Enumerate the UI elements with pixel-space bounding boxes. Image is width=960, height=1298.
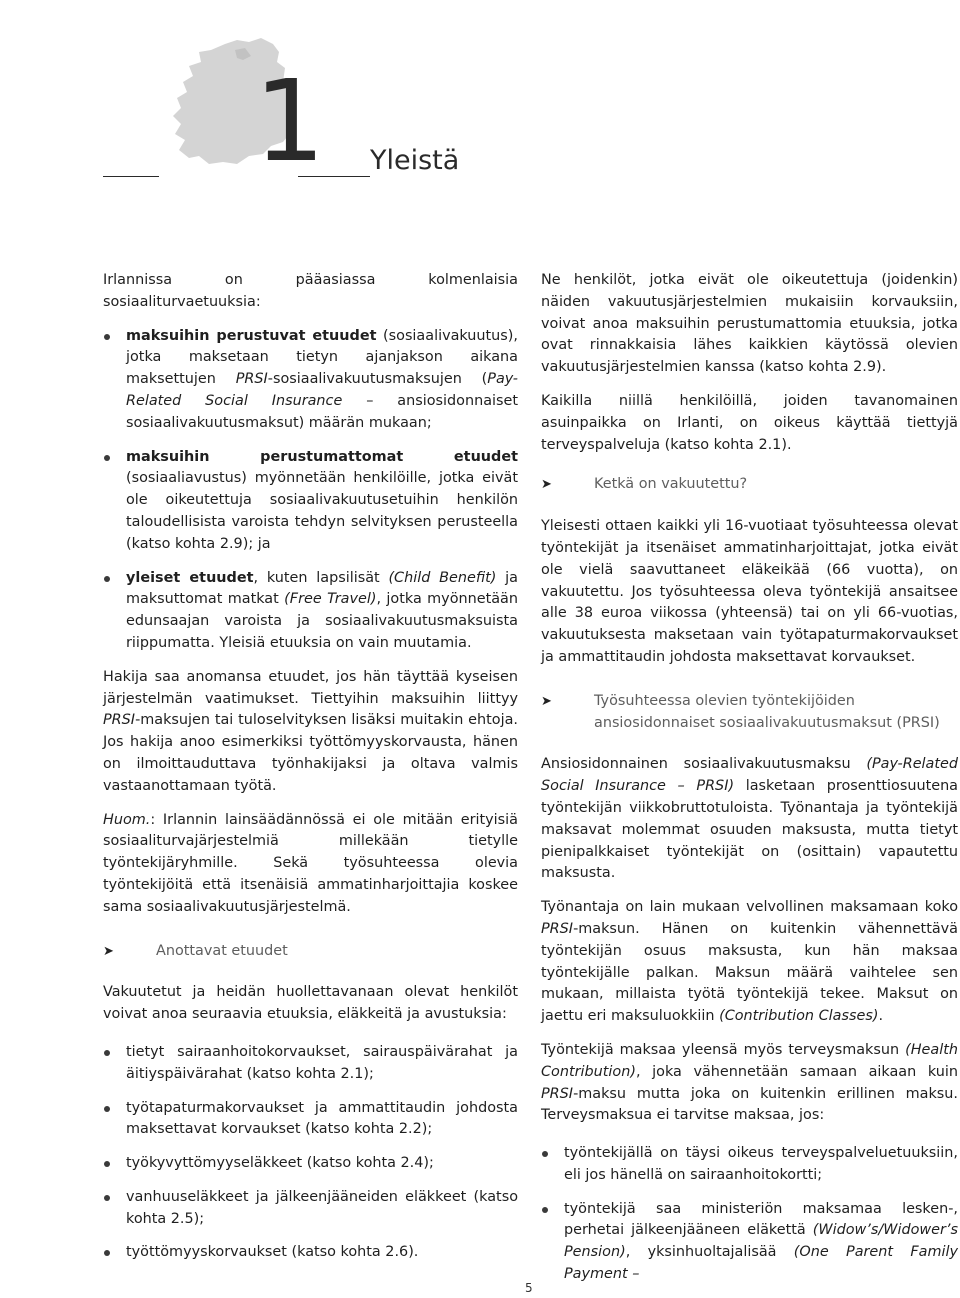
text: -maksujen tai tuloselvityksen lisäksi muitakin ehtoja. Jos hakija anoo esimerkiksi työttömyyskorvausta, hänen on ilmoittauduttava työnhakijaksi ja oltava valmis vastaanottamaan työtä. bbox=[103, 712, 518, 794]
term: yleiset etuudet bbox=[126, 569, 254, 586]
text: Hakija saa anomansa etuudet, jos hän täyttää kyseisen järjestelmän vaatimukset. Tiettyihin maksuihin liittyy bbox=[103, 668, 518, 707]
arrow-icon: ➤ bbox=[541, 477, 552, 493]
text-italic: (Widow’s/Widower’s Pension) bbox=[564, 1222, 958, 1261]
text: Ansiosidonnainen sosiaalivakuutusmaksu bbox=[541, 756, 867, 773]
text-italic: (Pay-Related Social Insurance – PRSI) bbox=[541, 756, 958, 795]
apply-paragraph bbox=[103, 667, 518, 798]
list-item bbox=[103, 568, 518, 655]
text-italic: PRSI bbox=[103, 712, 136, 729]
text: : Irlannin lainsäädännössä ei ole mitään erityisiä sosiaaliturvajärjestelmiä millekään tietylle työntekijäryhmille. Sekä työsuhteessa olevia työntekijöitä että itsenäisiä ammatinharjoittajia koskee sama sosiaalivakuutusjärjestelmä. bbox=[103, 811, 518, 915]
conditions-list bbox=[541, 1143, 958, 1286]
list-item: vanhuuseläkkeet ja jälkeenjääneiden eläkkeet (katso kohta 2.5); bbox=[103, 1187, 518, 1231]
paragraph: Ne henkilöt, jotka eivät ole oikeutettuja (joidenkin) näiden vakuutusjärjestelmien mukaisiin korvauksiin, voivat anoa maksuihin perustumattomia etuuksia, jotka ovat rinnakkaisia lähes kaikkien käytössä olevien vakuutusjärjestelmien kanssa (katso kohta 2.9). bbox=[541, 272, 958, 376]
text: ja maksuttomat matkat bbox=[126, 569, 518, 608]
paragraph bbox=[541, 897, 958, 1028]
list-item: tietyt sairaanhoitokorvaukset, sairauspäivärahat ja äitiyspäivärahat (katso kohta 2.1); bbox=[103, 1042, 518, 1086]
text: , kuten lapsilisät bbox=[253, 569, 389, 586]
benefits-list bbox=[103, 1042, 518, 1264]
benefit-types-list bbox=[103, 326, 518, 655]
list-item: työttömyyskorvaukset (katso kohta 2.6). bbox=[103, 1242, 518, 1264]
text: Työntekijä maksaa yleensä myös terveysmaksun bbox=[541, 1041, 906, 1058]
text: . bbox=[878, 1008, 884, 1025]
chapter-title: Yleistä bbox=[370, 145, 460, 176]
right-column bbox=[541, 270, 958, 1298]
page-number: 5 bbox=[525, 1281, 533, 1295]
text: -maksu mutta joka on kuitenkin erillinen maksu. Terveysmaksua ei tarvitse maksaa, jos: bbox=[541, 1085, 958, 1124]
paragraph bbox=[541, 1040, 958, 1127]
text: -sosiaalivakuutusmaksujen ( bbox=[267, 371, 488, 388]
text: (sosiaaliavustus) myönnetään henkilöille, jotka eivät ole oikeutettuja sosiaalivakuutusetuihin henkilön taloudellisista varoista tehdyn selvityksen perusteella (katso kohta 2.9); ja bbox=[126, 470, 518, 552]
text: Työnantaja on lain mukaan velvollinen maksamaan koko bbox=[541, 899, 958, 916]
text-italic: (Free Travel) bbox=[284, 591, 377, 608]
section-heading bbox=[541, 474, 958, 496]
text-italic: (Contribution Classes) bbox=[719, 1008, 879, 1025]
list-item bbox=[541, 1199, 958, 1286]
text-italic: (Child Benefit) bbox=[388, 569, 497, 586]
heading-text: Anottavat etuudet bbox=[156, 942, 288, 959]
paragraph: Yleisesti ottaen kaikki yli 16-vuotiaat työsuhteessa olevat työntekijät ja itsenäiset ammatinharjoittajat, jotka eivät ole vielä saavuttaneet eläkeikää (66 vuotta), on vakuutettu. Jos työsuhteessa oleva työntekijä ansaitsee alle 38 euroa viikossa (yhteensä) tai on yli 66-vuotias, vakuutuksesta maksetaan vain työtapaturmakorvaukset ja ammattitaudin johdosta maksettavat korvaukset. bbox=[541, 518, 958, 665]
intro-paragraph: Irlannissa on pääasiassa kolmenlaisia sosiaaliturvaetuuksia: bbox=[103, 272, 518, 310]
heading-text: Työsuhteessa olevien työntekijöiden bbox=[594, 692, 855, 709]
chapter-header bbox=[0, 0, 960, 230]
section-heading bbox=[541, 691, 958, 735]
section-intro: Vakuutetut ja heidän huollettavanaan olevat henkilöt voivat anoa seuraavia etuuksia, eläkkeitä ja avustuksia: bbox=[103, 984, 518, 1023]
list-item bbox=[103, 447, 518, 556]
arrow-icon: ➤ bbox=[103, 943, 114, 959]
text: työntekijällä on täysi oikeus terveyspalveluetuuksiin, eli jos hänellä on sairaanhoitokortti; bbox=[564, 1145, 958, 1183]
text: , joka vähennetään samaan aikaan kuin bbox=[635, 1063, 958, 1080]
text: , jotka myönnetään edunsaajan varoista ja sosiaalivakuutusmaksuista riippumatta. Yleisiä etuuksia on vain muutamia. bbox=[126, 591, 519, 651]
note-paragraph bbox=[103, 810, 518, 919]
text: – ansiosidonnaiset sosiaalivakuutusmaksut) määrän mukaan; bbox=[126, 392, 518, 431]
text-italic: (Health Contribution) bbox=[541, 1041, 958, 1080]
paragraph: Kaikilla niillä henkilöillä, joiden tavanomainen asuinpaikka on Irlanti, on oikeus käyttää tiettyjä terveyspalveluja (katso kohta 2.1). bbox=[541, 392, 958, 453]
text-italic: (One Parent Family Payment – bbox=[564, 1244, 958, 1283]
term: maksuihin perustuvat etuudet bbox=[126, 327, 377, 344]
text-italic: Pay-Related Social Insurance bbox=[126, 371, 518, 409]
text-italic: Huom. bbox=[103, 811, 151, 828]
list-item: työkyvyttömyyseläkkeet (katso kohta 2.4); bbox=[103, 1153, 518, 1175]
arrow-icon: ➤ bbox=[541, 693, 552, 709]
text-italic: PRSI bbox=[541, 920, 574, 937]
section-heading bbox=[103, 941, 518, 963]
list-item bbox=[541, 1143, 958, 1187]
text: työntekijä saa ministeriön maksamaa lesken-, perhetai jälkeenjääneen eläkettä bbox=[564, 1200, 958, 1239]
heading-text: ansiosidonnaiset sosiaalivakuutusmaksut (PRSI) bbox=[594, 714, 940, 731]
term: maksuihin perustumattomat etuudet bbox=[126, 448, 518, 465]
text-italic: PRSI bbox=[541, 1085, 574, 1102]
text: lasketaan prosenttiosuutena työntekijän viikkobruttotuloista. Työnantaja ja työntekijä maksavat molemmat osuuden maksusta, mutta tietyt pienipalkkaiset työntekijät on (osittain) vapautettu maksusta. bbox=[541, 778, 959, 882]
list-item: työtapaturmakorvaukset ja ammattitaudin johdosta maksettavat korvaukset (katso kohta 2.2); bbox=[103, 1098, 518, 1142]
chapter-number: 1 bbox=[254, 57, 322, 187]
heading-text: Ketkä on vakuutettu? bbox=[594, 476, 748, 493]
text-italic: PRSI bbox=[235, 371, 268, 388]
paragraph bbox=[541, 754, 958, 885]
header-rule-left bbox=[103, 176, 159, 177]
text: -maksun. Hänen on kuitenkin vähennettävä työntekijän osuus maksusta, kun hän maksaa työntekijälle palkan. Maksun määrä vaihtelee sen mukaan, millaista työtä työntekijä tekee. Maksut on jaettu eri maksuluokkiin bbox=[541, 920, 958, 1025]
left-column bbox=[103, 270, 518, 1276]
text: (sosiaalivakuutus), jotka maksetaan tietyn ajanjakson aikana maksettujen bbox=[126, 327, 518, 388]
list-item bbox=[103, 326, 518, 435]
text: , yksinhuoltajalisää bbox=[625, 1244, 794, 1261]
